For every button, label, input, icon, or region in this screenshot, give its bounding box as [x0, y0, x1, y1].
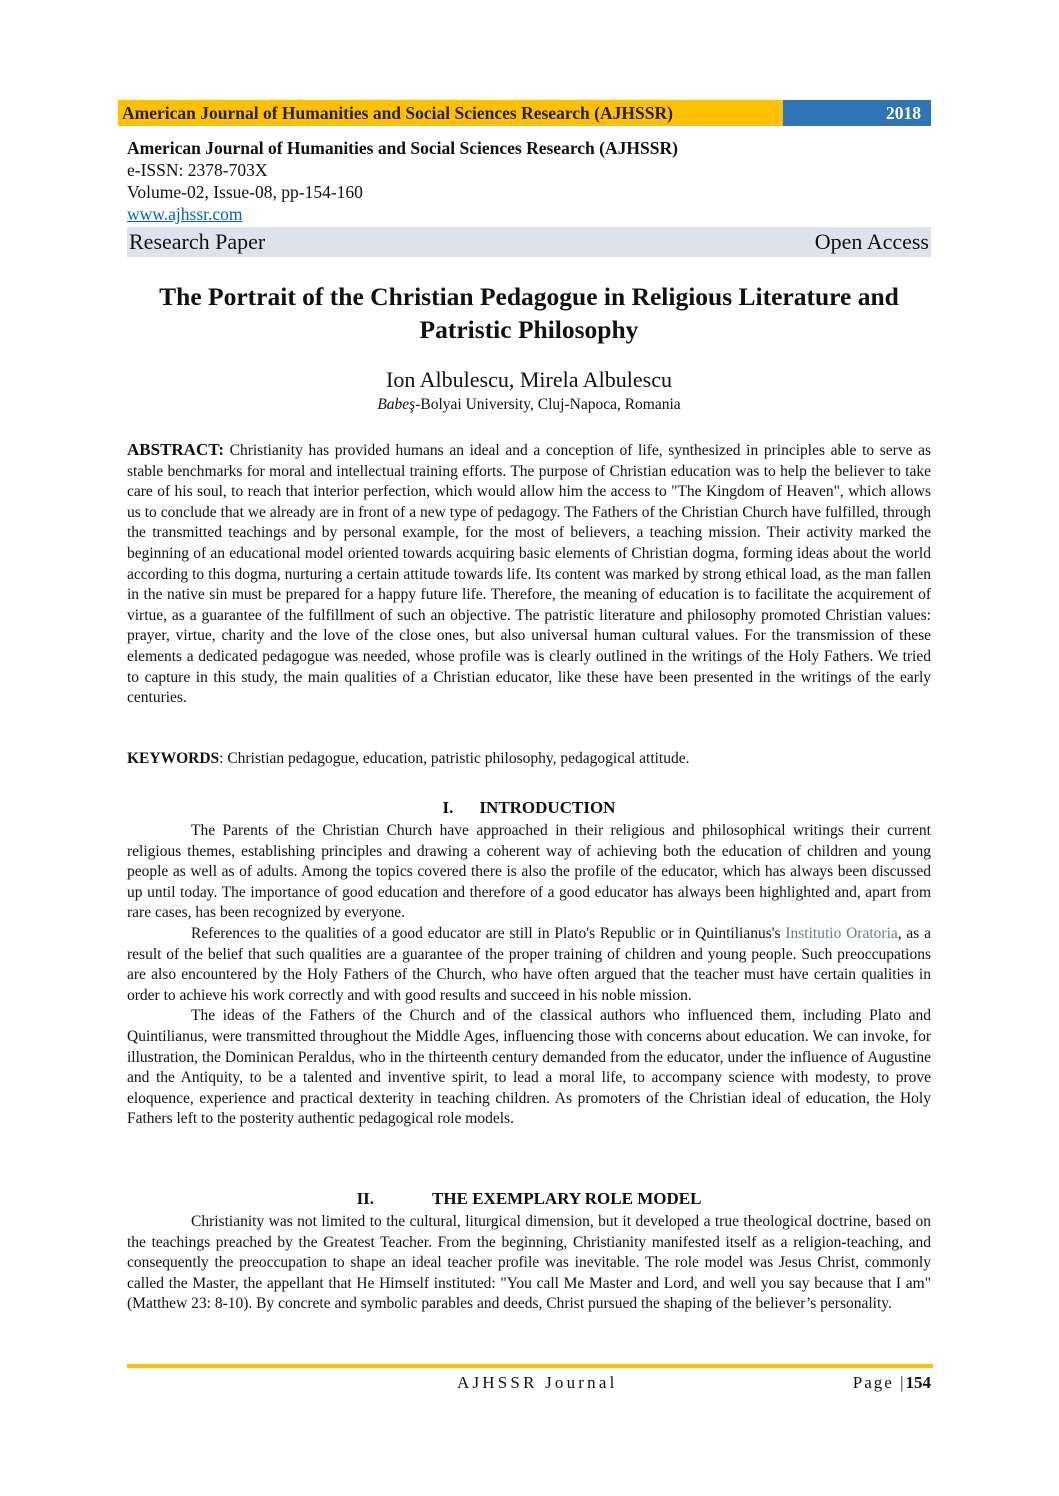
- footer-journal: AJHSSR Journal: [457, 1373, 618, 1392]
- authors: Ion Albulescu, Mirela Albulescu: [386, 367, 672, 392]
- running-header-year: 2018: [783, 100, 931, 126]
- role-model-body: [127, 1212, 931, 1315]
- running-header: [118, 100, 931, 126]
- footer-page: [853, 1373, 931, 1393]
- abstract-label: ABSTRACT:: [127, 440, 224, 459]
- abstract-text: Christianity has provided humans an ideal and a conception of life, synthesized in principles able to serve as stable benchmarks for moral and intellectual training efforts. The purpose of Christian education was to help the believer to take care of his soul, to reach that interior perfection, which would allow him the access to "The Kingdom of Heaven", which allows us to conclude that we already are in front of a new type of pedagogy. The Fathers of the Christian Church have fulfilled, through the transmitted teachings and by personal example, for the most of believers, a teaching mission. Their activity marked the beginning of an educational model oriented towards acquiring basic elements of Christian dogma, forming ideas about the world according to this dogma, nurturing a certain attitude towards life. Its content was marked by strong ethical load, as the man fallen in the native sin must be prepared for a happy future life. Therefore, the meaning of education is to facilitate the acquirement of virtue, as a guarantee of the fulfillment of such an objective. The patristic literature and philosophy promoted Christian values: prayer, virtue, charity and the love of the close ones, but also universal human cultural values. For the transmission of these elements a dedicated pedagogue was needed, whose profile was is clearly outlined in the writings of the Holy Fathers. We tried to capture in this study, the main qualities of a Christian educator, like these have been presented in the writings of the early centuries.: [127, 442, 932, 707]
- page-label: Page |: [852, 1373, 906, 1392]
- section-heading-role-model: [127, 1189, 931, 1209]
- citation-title: Institutio Oratoria: [785, 924, 898, 942]
- volume-info: Volume-02, Issue-08, pp-154-160: [127, 182, 363, 202]
- section-number: I.: [442, 798, 454, 817]
- section-number: II.: [356, 1189, 375, 1208]
- access-type: Open Access: [814, 229, 929, 254]
- paper-title: The Portrait of the Christian Pedagogue in Religious Literature and Patristic Philosophy: [159, 282, 899, 344]
- affiliation-italic: Babeş: [377, 396, 416, 413]
- paper-type-bar: [127, 227, 931, 257]
- journal-link[interactable]: www.ajhssr.com: [127, 204, 243, 224]
- keywords-text: : Christian pedagogue, education, patristic philosophy, pedagogical attitude.: [219, 750, 690, 767]
- introduction-body: [127, 821, 931, 1130]
- paragraph-text: References to the qualities of a good educator are still in Plato's Republic or in Quintilianus's: [191, 924, 786, 942]
- abstract: [127, 440, 931, 709]
- paragraph: [127, 924, 931, 1006]
- section-title: THE EXEMPLARY ROLE MODEL: [432, 1189, 702, 1208]
- affiliation-rest: -Bolyai University, Cluj-Napoca, Romania: [415, 396, 681, 413]
- section-title: INTRODUCTION: [479, 798, 616, 817]
- keywords-label: KEYWORDS: [127, 750, 220, 767]
- issn: e-ISSN: 2378-703X: [127, 160, 268, 180]
- paragraph: Christianity was not limited to the cultural, liturgical dimension, but it developed a true theological doctrine, based on the teachings preached by the Greatest Teacher. From the beginning, Christianity manifested itself as a religion-teaching, and consequently the preoccupation to shape an ideal teacher profile was inevitable. The role model was Jesus Christ, commonly called the Master, the appellant that He Himself instituted: "You call Me Master and Lord, and well you say because that I am" (Matthew 23: 8-10). By concrete and symbolic parables and deeds, Christ pursued the shaping of the believer’s personality.: [127, 1213, 931, 1313]
- paragraph: The ideas of the Fathers of the Church and of the classical authors who influenced them, including Plato and Quintilianus, were transmitted throughout the Middle Ages, influencing those with concerns about education. We can invoke, for illustration, the Dominican Peraldus, who in the thirteenth century demanded from the educator, under the influence of Augustine and the Antiquity, to be a talented and inventive spirit, to lead a moral life, to accompany science with modesty, to prove eloquence, experience and practical dexterity in teaching children. As promoters of the Christian ideal of education, the Holy Fathers left to the posterity authentic pedagogical role models.: [127, 1007, 931, 1128]
- journal-title: American Journal of Humanities and Social Sciences Research (AJHSSR): [127, 138, 678, 158]
- journal-meta: [127, 137, 931, 225]
- section-heading-introduction: [127, 798, 931, 818]
- keywords: [127, 749, 931, 770]
- paper-type: Research Paper: [129, 229, 266, 254]
- footer-divider: [127, 1364, 933, 1368]
- paragraph: The Parents of the Christian Church have approached in their religious and philosophical writings their current religious themes, establishing principles and drawing a coherent way of achieving both the education of children and young people as well as of adults. Among the topics covered there is also the profile of the educator, which has always been discussed up until today. The importance of good education and therefore of a good educator has always been highlighted and, apart from rare cases, has been recognized by everyone.: [127, 822, 931, 922]
- affiliation: [127, 396, 931, 414]
- running-header-journal: American Journal of Humanities and Social Sciences Research (AJHSSR): [118, 100, 783, 126]
- page-number: 154: [905, 1373, 931, 1392]
- paragraph-text: , as a result of the belief that such qualities are a guarantee of the proper training of children and young people. Such preoccupations are also encountered by the Holy Fathers of the Church, who have often argued that the teacher must have certain qualities in order to achieve his work correctly and with good results and succeed in his noble mission.: [127, 924, 931, 1004]
